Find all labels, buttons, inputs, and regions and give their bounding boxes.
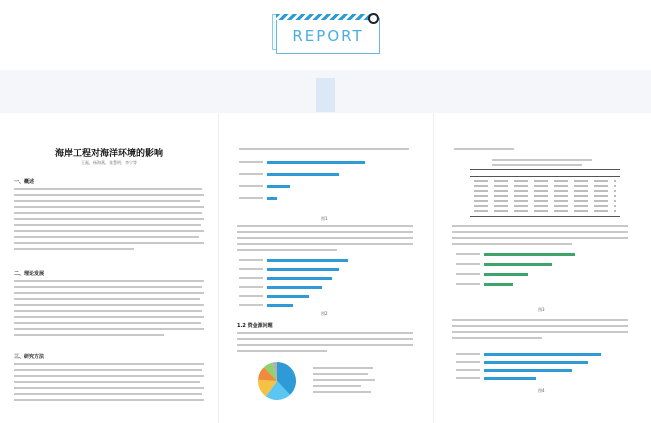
text-line xyxy=(14,393,202,395)
text-line xyxy=(237,350,327,352)
text-line xyxy=(14,230,204,232)
text-line xyxy=(14,375,204,377)
figure-1-caption: 图1 xyxy=(321,216,328,221)
text-line xyxy=(14,200,200,202)
legend-line xyxy=(313,391,371,393)
bar-label xyxy=(239,197,263,199)
text-line xyxy=(14,369,202,371)
paper-authors: 王磊，杨海燕，张慧明，李宁等 xyxy=(81,160,137,165)
bar-label xyxy=(239,277,263,279)
section-heading-funding: 1.2 资金源问题 xyxy=(237,323,273,329)
figure-2-caption: 图2 xyxy=(321,311,328,316)
text-line xyxy=(14,363,204,365)
text-line xyxy=(237,344,413,346)
chart-bar xyxy=(267,277,332,280)
text-line xyxy=(14,399,204,401)
legend-line xyxy=(313,373,368,375)
chart-bar xyxy=(267,197,277,200)
table-row xyxy=(474,190,616,192)
chart-bar xyxy=(267,286,322,289)
chart-bar xyxy=(267,295,309,298)
table-row xyxy=(474,195,616,197)
chart-bar xyxy=(484,253,575,256)
chart-bar xyxy=(267,185,290,188)
text-line xyxy=(14,242,204,244)
bar-label xyxy=(456,361,480,363)
text-line xyxy=(14,248,134,250)
text-line xyxy=(237,332,413,334)
bar-label xyxy=(456,283,480,285)
text-line xyxy=(14,298,200,300)
bar-label xyxy=(239,185,263,187)
section-heading-1: 一、概述 xyxy=(14,179,35,185)
table-row xyxy=(474,205,616,207)
section-heading-3: 三、研究方法 xyxy=(14,354,45,360)
report-badge xyxy=(276,18,380,54)
figure-4-caption: 图4 xyxy=(538,388,545,393)
text-line xyxy=(14,188,202,190)
table-row xyxy=(474,180,616,182)
figure-3-caption: 图3 xyxy=(538,307,545,312)
text-line xyxy=(14,304,204,306)
text-line xyxy=(452,225,628,227)
bar-label xyxy=(456,377,480,379)
text-line xyxy=(14,280,204,282)
bar-label xyxy=(239,259,263,261)
legend-line xyxy=(313,385,361,387)
text-line xyxy=(452,319,628,321)
report-page-1 xyxy=(0,113,218,423)
table-row xyxy=(474,200,616,202)
bar-label xyxy=(239,295,263,297)
bar-label xyxy=(239,173,263,175)
table-caption-line xyxy=(492,164,582,166)
text-line xyxy=(452,331,628,333)
text-line xyxy=(14,212,202,214)
text-line xyxy=(452,325,628,327)
text-line xyxy=(452,337,542,339)
text-line xyxy=(14,387,204,389)
chart-bar xyxy=(484,273,528,276)
report-page-2 xyxy=(218,113,434,423)
accent-bar xyxy=(316,78,335,112)
bar-label xyxy=(239,268,263,270)
text-line xyxy=(14,236,199,238)
text-line xyxy=(14,194,204,196)
text-line xyxy=(14,224,201,226)
bar-label xyxy=(239,286,263,288)
text-line xyxy=(14,206,204,208)
chart-bar xyxy=(267,259,348,262)
chart-bar xyxy=(267,173,339,176)
chart-bar xyxy=(484,353,601,356)
data-table xyxy=(470,169,620,217)
figure-3-pie-chart xyxy=(257,361,297,401)
table-row xyxy=(474,185,616,187)
bar-label xyxy=(239,304,263,306)
bar-label xyxy=(456,263,480,265)
text-line xyxy=(454,148,514,150)
bar-label xyxy=(456,353,480,355)
bar-label xyxy=(456,253,480,255)
report-header xyxy=(0,0,651,70)
text-line xyxy=(452,243,572,245)
paper-title: 海岸工程对海洋环境的影响 xyxy=(54,149,163,159)
legend-line xyxy=(313,367,373,369)
table-caption-line xyxy=(492,159,592,161)
text-line xyxy=(237,249,337,251)
text-line xyxy=(14,381,200,383)
text-line xyxy=(14,218,204,220)
table-header-rule xyxy=(470,176,620,177)
chart-bar xyxy=(484,263,552,266)
text-line xyxy=(237,243,413,245)
chart-bar xyxy=(267,268,339,271)
chart-bar xyxy=(267,161,365,164)
chart-bar xyxy=(484,283,513,286)
section-heading-2: 二、理论发展 xyxy=(14,271,45,277)
badge-stripe-decoration xyxy=(276,14,374,20)
legend-line xyxy=(313,379,375,381)
table-row xyxy=(474,210,616,212)
text-line xyxy=(237,231,413,233)
pin-icon xyxy=(368,13,379,24)
chart-bar xyxy=(267,304,293,307)
report-badge-label: REPORT xyxy=(292,27,364,45)
text-line xyxy=(452,231,628,233)
chart-bar xyxy=(484,377,536,380)
text-line xyxy=(14,316,204,318)
text-line xyxy=(14,322,201,324)
text-line xyxy=(237,225,413,227)
bar-label xyxy=(239,161,263,163)
text-line xyxy=(237,338,413,340)
chart-bar xyxy=(484,361,588,364)
chart-bar xyxy=(484,369,572,372)
text-line xyxy=(452,237,628,239)
text-line xyxy=(14,292,204,294)
text-line xyxy=(14,310,202,312)
text-line xyxy=(239,148,409,150)
bar-label xyxy=(456,273,480,275)
bar-label xyxy=(456,369,480,371)
text-line xyxy=(14,286,202,288)
text-line xyxy=(14,328,204,330)
text-line xyxy=(14,334,164,336)
text-line xyxy=(237,237,413,239)
report-page-3 xyxy=(433,113,651,423)
